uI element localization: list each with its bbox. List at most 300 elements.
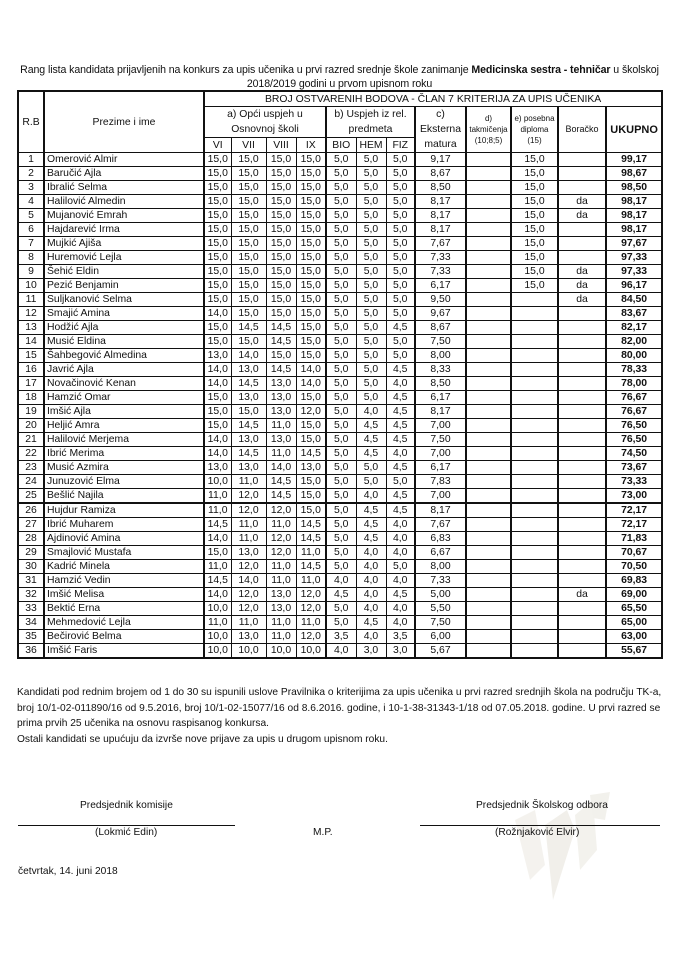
grade-viii-cell: 14,5 bbox=[266, 475, 296, 489]
school-board-president-title: Predsjednik Školskog odbora bbox=[476, 800, 608, 811]
diploma-cell bbox=[511, 560, 558, 574]
diploma-cell: 15,0 bbox=[511, 237, 558, 251]
diploma-cell bbox=[511, 616, 558, 630]
header-a-general-success: a) Opći uspjeh u Osnovnoj školi bbox=[204, 107, 326, 138]
grade-viii-cell: 15,0 bbox=[266, 167, 296, 181]
total-cell: 78,00 bbox=[606, 377, 662, 391]
total-cell: 69,83 bbox=[606, 574, 662, 588]
table-row bbox=[18, 518, 662, 532]
grade-vii-cell: 14,5 bbox=[231, 419, 266, 433]
grade-ix-cell: 15,0 bbox=[296, 209, 326, 223]
table-row bbox=[18, 279, 662, 293]
name-cell: Mujkić Ajiša bbox=[44, 237, 204, 251]
grade-vi-cell: 14,0 bbox=[204, 433, 231, 447]
grade-vi-cell: 15,0 bbox=[204, 181, 231, 195]
grade-ix-cell: 11,0 bbox=[296, 574, 326, 588]
header-d-competitions: d) takmičenja (10;8;5) bbox=[466, 107, 511, 153]
grade-vii-cell: 15,0 bbox=[231, 307, 266, 321]
grade-viii-cell: 12,0 bbox=[266, 503, 296, 518]
school-board-president-name: (Rožnjaković Elvir) bbox=[495, 827, 580, 838]
total-cell: 72,17 bbox=[606, 503, 662, 518]
grade-vi-cell: 13,0 bbox=[204, 461, 231, 475]
competitions-cell bbox=[466, 602, 511, 616]
total-cell: 78,33 bbox=[606, 363, 662, 377]
grade-vii-cell: 15,0 bbox=[231, 405, 266, 419]
total-cell: 69,00 bbox=[606, 588, 662, 602]
diploma-cell bbox=[511, 532, 558, 546]
grade-vi-cell: 14,5 bbox=[204, 518, 231, 532]
name-cell: Novačinović Kenan bbox=[44, 377, 204, 391]
table-row bbox=[18, 461, 662, 475]
matura-cell: 6,83 bbox=[415, 532, 466, 546]
table-row bbox=[18, 405, 662, 419]
fiz-cell: 4,0 bbox=[386, 616, 415, 630]
rb-cell: 28 bbox=[18, 532, 44, 546]
boracko-cell bbox=[558, 616, 606, 630]
hem-cell: 5,0 bbox=[356, 181, 386, 195]
grade-vii-cell: 13,0 bbox=[231, 546, 266, 560]
grade-ix-cell: 12,0 bbox=[296, 630, 326, 644]
rb-cell: 22 bbox=[18, 447, 44, 461]
name-cell: Imšić Faris bbox=[44, 644, 204, 659]
name-cell: Halilović Almedin bbox=[44, 195, 204, 209]
competitions-cell bbox=[466, 518, 511, 532]
name-cell: Šahbegović Almedina bbox=[44, 349, 204, 363]
total-cell: 76,67 bbox=[606, 391, 662, 405]
name-cell: Bešlić Najila bbox=[44, 489, 204, 504]
header-subject-bio: BIO bbox=[326, 138, 356, 153]
table-row bbox=[18, 153, 662, 167]
competitions-cell bbox=[466, 405, 511, 419]
matura-cell: 6,67 bbox=[415, 546, 466, 560]
grade-ix-cell: 14,5 bbox=[296, 532, 326, 546]
name-cell: Hujdur Ramiza bbox=[44, 503, 204, 518]
rb-cell: 33 bbox=[18, 602, 44, 616]
boracko-cell bbox=[558, 447, 606, 461]
fiz-cell: 5,0 bbox=[386, 560, 415, 574]
diploma-cell: 15,0 bbox=[511, 265, 558, 279]
bio-cell: 4,5 bbox=[326, 588, 356, 602]
total-cell: 74,50 bbox=[606, 447, 662, 461]
table-row bbox=[18, 181, 662, 195]
fiz-cell: 5,0 bbox=[386, 153, 415, 167]
grade-vii-cell: 11,0 bbox=[231, 475, 266, 489]
total-cell: 73,67 bbox=[606, 461, 662, 475]
diploma-cell bbox=[511, 574, 558, 588]
hem-cell: 5,0 bbox=[356, 377, 386, 391]
diploma-cell bbox=[511, 644, 558, 659]
total-cell: 65,50 bbox=[606, 602, 662, 616]
total-cell: 97,33 bbox=[606, 251, 662, 265]
matura-cell: 7,33 bbox=[415, 251, 466, 265]
bio-cell: 5,0 bbox=[326, 518, 356, 532]
grade-ix-cell: 14,5 bbox=[296, 447, 326, 461]
fiz-cell: 5,0 bbox=[386, 251, 415, 265]
competitions-cell bbox=[466, 363, 511, 377]
total-cell: 98,17 bbox=[606, 195, 662, 209]
bio-cell: 4,0 bbox=[326, 644, 356, 659]
hem-cell: 5,0 bbox=[356, 335, 386, 349]
grade-vi-cell: 15,0 bbox=[204, 195, 231, 209]
fiz-cell: 5,0 bbox=[386, 223, 415, 237]
grade-ix-cell: 15,0 bbox=[296, 503, 326, 518]
rb-cell: 5 bbox=[18, 209, 44, 223]
grade-viii-cell: 14,5 bbox=[266, 363, 296, 377]
grade-vii-cell: 13,0 bbox=[231, 461, 266, 475]
diploma-cell bbox=[511, 335, 558, 349]
grade-ix-cell: 12,0 bbox=[296, 588, 326, 602]
total-cell: 82,00 bbox=[606, 335, 662, 349]
grade-vi-cell: 15,0 bbox=[204, 251, 231, 265]
bio-cell: 5,0 bbox=[326, 419, 356, 433]
grade-viii-cell: 15,0 bbox=[266, 153, 296, 167]
table-row bbox=[18, 616, 662, 630]
fiz-cell: 5,0 bbox=[386, 349, 415, 363]
grade-viii-cell: 14,5 bbox=[266, 335, 296, 349]
grade-viii-cell: 15,0 bbox=[266, 209, 296, 223]
boracko-cell bbox=[558, 363, 606, 377]
matura-cell: 7,33 bbox=[415, 574, 466, 588]
bio-cell: 5,0 bbox=[326, 405, 356, 419]
grade-vii-cell: 13,0 bbox=[231, 363, 266, 377]
boracko-cell bbox=[558, 167, 606, 181]
grade-vii-cell: 11,0 bbox=[231, 616, 266, 630]
hem-cell: 5,0 bbox=[356, 223, 386, 237]
table-row bbox=[18, 195, 662, 209]
boracko-cell bbox=[558, 602, 606, 616]
grade-vii-cell: 11,0 bbox=[231, 518, 266, 532]
matura-cell: 8,33 bbox=[415, 363, 466, 377]
matura-cell: 8,50 bbox=[415, 181, 466, 195]
table-row bbox=[18, 447, 662, 461]
bio-cell: 5,0 bbox=[326, 447, 356, 461]
table-row bbox=[18, 602, 662, 616]
boracko-cell: da bbox=[558, 265, 606, 279]
diploma-cell bbox=[511, 461, 558, 475]
fiz-cell: 4,5 bbox=[386, 419, 415, 433]
diploma-cell bbox=[511, 293, 558, 307]
competitions-cell bbox=[466, 223, 511, 237]
grade-ix-cell: 11,0 bbox=[296, 616, 326, 630]
hem-cell: 5,0 bbox=[356, 363, 386, 377]
grade-ix-cell: 15,0 bbox=[296, 321, 326, 335]
fiz-cell: 5,0 bbox=[386, 181, 415, 195]
grade-ix-cell: 15,0 bbox=[296, 195, 326, 209]
grade-vii-cell: 12,0 bbox=[231, 588, 266, 602]
fiz-cell: 4,0 bbox=[386, 602, 415, 616]
grade-vi-cell: 14,0 bbox=[204, 588, 231, 602]
diploma-cell bbox=[511, 588, 558, 602]
matura-cell: 6,17 bbox=[415, 391, 466, 405]
grade-vi-cell: 15,0 bbox=[204, 391, 231, 405]
boracko-cell bbox=[558, 391, 606, 405]
grade-vii-cell: 14,5 bbox=[231, 377, 266, 391]
hem-cell: 5,0 bbox=[356, 209, 386, 223]
bio-cell: 5,0 bbox=[326, 532, 356, 546]
grade-vii-cell: 15,0 bbox=[231, 209, 266, 223]
hem-cell: 4,0 bbox=[356, 546, 386, 560]
matura-cell: 7,00 bbox=[415, 489, 466, 504]
hem-cell: 4,5 bbox=[356, 433, 386, 447]
grade-vii-cell: 15,0 bbox=[231, 167, 266, 181]
hem-cell: 4,5 bbox=[356, 503, 386, 518]
grade-viii-cell: 13,0 bbox=[266, 433, 296, 447]
rb-cell: 26 bbox=[18, 503, 44, 518]
grade-vi-cell: 15,0 bbox=[204, 153, 231, 167]
boracko-cell bbox=[558, 546, 606, 560]
boracko-cell bbox=[558, 518, 606, 532]
boracko-cell: da bbox=[558, 209, 606, 223]
grade-ix-cell: 15,0 bbox=[296, 265, 326, 279]
grade-viii-cell: 11,0 bbox=[266, 616, 296, 630]
table-row bbox=[18, 503, 662, 518]
diploma-cell bbox=[511, 307, 558, 321]
competitions-cell bbox=[466, 489, 511, 504]
grade-vi-cell: 15,0 bbox=[204, 546, 231, 560]
rb-cell: 23 bbox=[18, 461, 44, 475]
rb-cell: 10 bbox=[18, 279, 44, 293]
table-row bbox=[18, 433, 662, 447]
grade-ix-cell: 14,0 bbox=[296, 377, 326, 391]
name-cell: Hamzić Vedin bbox=[44, 574, 204, 588]
grade-vi-cell: 15,0 bbox=[204, 223, 231, 237]
matura-cell: 6,17 bbox=[415, 279, 466, 293]
bio-cell: 5,0 bbox=[326, 461, 356, 475]
rb-cell: 8 bbox=[18, 251, 44, 265]
competitions-cell bbox=[466, 461, 511, 475]
hem-cell: 4,5 bbox=[356, 447, 386, 461]
grade-viii-cell: 15,0 bbox=[266, 265, 296, 279]
competitions-cell bbox=[466, 349, 511, 363]
hem-cell: 4,5 bbox=[356, 518, 386, 532]
bio-cell: 5,0 bbox=[326, 335, 356, 349]
total-cell: 98,17 bbox=[606, 209, 662, 223]
hem-cell: 5,0 bbox=[356, 475, 386, 489]
competitions-cell bbox=[466, 560, 511, 574]
grade-viii-cell: 15,0 bbox=[266, 237, 296, 251]
rb-cell: 2 bbox=[18, 167, 44, 181]
grade-viii-cell: 14,0 bbox=[266, 461, 296, 475]
name-cell: Bečirović Belma bbox=[44, 630, 204, 644]
grade-viii-cell: 15,0 bbox=[266, 293, 296, 307]
matura-cell: 8,17 bbox=[415, 405, 466, 419]
grade-ix-cell: 15,0 bbox=[296, 181, 326, 195]
rb-cell: 12 bbox=[18, 307, 44, 321]
rb-cell: 4 bbox=[18, 195, 44, 209]
fiz-cell: 4,5 bbox=[386, 405, 415, 419]
grade-vii-cell: 15,0 bbox=[231, 293, 266, 307]
fiz-cell: 4,0 bbox=[386, 532, 415, 546]
boracko-cell: da bbox=[558, 279, 606, 293]
grade-vi-cell: 10,0 bbox=[204, 602, 231, 616]
boracko-cell bbox=[558, 475, 606, 489]
rb-cell: 32 bbox=[18, 588, 44, 602]
name-cell: Baručić Ajla bbox=[44, 167, 204, 181]
fiz-cell: 4,0 bbox=[386, 574, 415, 588]
hem-cell: 4,0 bbox=[356, 602, 386, 616]
matura-cell: 6,00 bbox=[415, 630, 466, 644]
matura-cell: 8,00 bbox=[415, 560, 466, 574]
diploma-cell bbox=[511, 377, 558, 391]
note-paragraph-2: Ostali kandidati se upućuju da izvrše nove prijave za upis u drugom upisnom roku. bbox=[17, 733, 388, 745]
grade-vii-cell: 12,0 bbox=[231, 503, 266, 518]
matura-cell: 7,50 bbox=[415, 433, 466, 447]
table-row bbox=[18, 363, 662, 377]
competitions-cell bbox=[466, 181, 511, 195]
grade-ix-cell: 15,0 bbox=[296, 335, 326, 349]
hem-cell: 5,0 bbox=[356, 195, 386, 209]
total-cell: 97,67 bbox=[606, 237, 662, 251]
name-cell: Kadrić Minela bbox=[44, 560, 204, 574]
boracko-cell bbox=[558, 433, 606, 447]
diploma-cell: 15,0 bbox=[511, 209, 558, 223]
total-cell: 73,00 bbox=[606, 489, 662, 504]
matura-cell: 7,00 bbox=[415, 447, 466, 461]
hem-cell: 4,0 bbox=[356, 588, 386, 602]
hem-cell: 4,0 bbox=[356, 574, 386, 588]
grade-vi-cell: 14,0 bbox=[204, 532, 231, 546]
table-row bbox=[18, 223, 662, 237]
grade-ix-cell: 15,0 bbox=[296, 489, 326, 504]
matura-cell: 7,67 bbox=[415, 237, 466, 251]
fiz-cell: 3,5 bbox=[386, 630, 415, 644]
boracko-cell bbox=[558, 630, 606, 644]
grade-vii-cell: 15,0 bbox=[231, 181, 266, 195]
grade-viii-cell: 11,0 bbox=[266, 419, 296, 433]
grade-vii-cell: 12,0 bbox=[231, 560, 266, 574]
grade-vii-cell: 15,0 bbox=[231, 237, 266, 251]
name-cell: Mujanović Emrah bbox=[44, 209, 204, 223]
bio-cell: 5,0 bbox=[326, 237, 356, 251]
left-signature-line bbox=[18, 825, 235, 826]
total-cell: 82,17 bbox=[606, 321, 662, 335]
rb-cell: 25 bbox=[18, 489, 44, 504]
name-cell: Smajlović Mustafa bbox=[44, 546, 204, 560]
fiz-cell: 5,0 bbox=[386, 475, 415, 489]
table-row bbox=[18, 307, 662, 321]
rb-cell: 17 bbox=[18, 377, 44, 391]
total-cell: 80,00 bbox=[606, 349, 662, 363]
grade-ix-cell: 15,0 bbox=[296, 153, 326, 167]
grade-ix-cell: 15,0 bbox=[296, 349, 326, 363]
grade-vii-cell: 15,0 bbox=[231, 279, 266, 293]
competitions-cell bbox=[466, 574, 511, 588]
grade-vii-cell: 11,0 bbox=[231, 532, 266, 546]
fiz-cell: 4,0 bbox=[386, 377, 415, 391]
total-cell: 63,00 bbox=[606, 630, 662, 644]
boracko-cell bbox=[558, 461, 606, 475]
competitions-cell bbox=[466, 616, 511, 630]
rb-cell: 15 bbox=[18, 349, 44, 363]
grade-viii-cell: 13,0 bbox=[266, 602, 296, 616]
grade-vii-cell: 13,0 bbox=[231, 433, 266, 447]
rb-cell: 14 bbox=[18, 335, 44, 349]
diploma-cell bbox=[511, 321, 558, 335]
rb-cell: 3 bbox=[18, 181, 44, 195]
total-cell: 98,67 bbox=[606, 167, 662, 181]
competitions-cell bbox=[466, 265, 511, 279]
rb-cell: 29 bbox=[18, 546, 44, 560]
matura-cell: 8,17 bbox=[415, 195, 466, 209]
diploma-cell: 15,0 bbox=[511, 279, 558, 293]
bio-cell: 5,0 bbox=[326, 167, 356, 181]
name-cell: Ibralić Selma bbox=[44, 181, 204, 195]
grade-viii-cell: 15,0 bbox=[266, 251, 296, 265]
table-row bbox=[18, 265, 662, 279]
header-e-special-diploma: e) posebna diploma (15) bbox=[511, 107, 558, 153]
grade-vi-cell: 15,0 bbox=[204, 293, 231, 307]
fiz-cell: 5,0 bbox=[386, 209, 415, 223]
matura-cell: 8,67 bbox=[415, 321, 466, 335]
fiz-cell: 4,5 bbox=[386, 461, 415, 475]
fiz-cell: 5,0 bbox=[386, 265, 415, 279]
diploma-cell bbox=[511, 419, 558, 433]
bio-cell: 5,0 bbox=[326, 503, 356, 518]
boracko-cell bbox=[558, 644, 606, 659]
total-cell: 83,67 bbox=[606, 307, 662, 321]
bio-cell: 5,0 bbox=[326, 251, 356, 265]
grade-viii-cell: 15,0 bbox=[266, 349, 296, 363]
grade-vi-cell: 15,0 bbox=[204, 209, 231, 223]
grade-ix-cell: 14,5 bbox=[296, 518, 326, 532]
diploma-cell bbox=[511, 602, 558, 616]
grade-ix-cell: 15,0 bbox=[296, 293, 326, 307]
bio-cell: 5,0 bbox=[326, 377, 356, 391]
total-cell: 84,50 bbox=[606, 293, 662, 307]
table-row bbox=[18, 644, 662, 659]
table-row bbox=[18, 335, 662, 349]
rb-cell: 9 bbox=[18, 265, 44, 279]
grade-vi-cell: 11,0 bbox=[204, 616, 231, 630]
grade-vi-cell: 10,0 bbox=[204, 644, 231, 659]
rb-cell: 13 bbox=[18, 321, 44, 335]
header-grade-ix: IX bbox=[296, 138, 326, 153]
program-name: Medicinska sestra - tehničar bbox=[471, 64, 611, 76]
bio-cell: 5,0 bbox=[326, 475, 356, 489]
fiz-cell: 5,0 bbox=[386, 279, 415, 293]
name-cell: Ibrić Merima bbox=[44, 447, 204, 461]
total-cell: 76,50 bbox=[606, 419, 662, 433]
fiz-cell: 3,0 bbox=[386, 644, 415, 659]
boracko-cell: da bbox=[558, 195, 606, 209]
diploma-cell bbox=[511, 475, 558, 489]
grade-vi-cell: 14,0 bbox=[204, 447, 231, 461]
matura-cell: 9,17 bbox=[415, 153, 466, 167]
hem-cell: 5,0 bbox=[356, 167, 386, 181]
total-cell: 70,67 bbox=[606, 546, 662, 560]
table-row bbox=[18, 391, 662, 405]
header-c-external-exam: c) Eksterna matura bbox=[415, 107, 466, 153]
boracko-cell bbox=[558, 307, 606, 321]
grade-ix-cell: 14,0 bbox=[296, 363, 326, 377]
grade-viii-cell: 15,0 bbox=[266, 181, 296, 195]
boracko-cell bbox=[558, 419, 606, 433]
matura-cell: 7,83 bbox=[415, 475, 466, 489]
document-title bbox=[0, 63, 679, 91]
grade-viii-cell: 11,0 bbox=[266, 560, 296, 574]
commission-president-name: (Lokmić Edin) bbox=[95, 827, 158, 838]
grade-vii-cell: 14,5 bbox=[231, 447, 266, 461]
name-cell: Hajdarević Irma bbox=[44, 223, 204, 237]
hem-cell: 5,0 bbox=[356, 293, 386, 307]
grade-vi-cell: 10,0 bbox=[204, 475, 231, 489]
name-cell: Ibrić Muharem bbox=[44, 518, 204, 532]
fiz-cell: 4,0 bbox=[386, 546, 415, 560]
grade-viii-cell: 13,0 bbox=[266, 588, 296, 602]
competitions-cell bbox=[466, 153, 511, 167]
hem-cell: 3,0 bbox=[356, 644, 386, 659]
name-cell: Hodžić Ajla bbox=[44, 321, 204, 335]
